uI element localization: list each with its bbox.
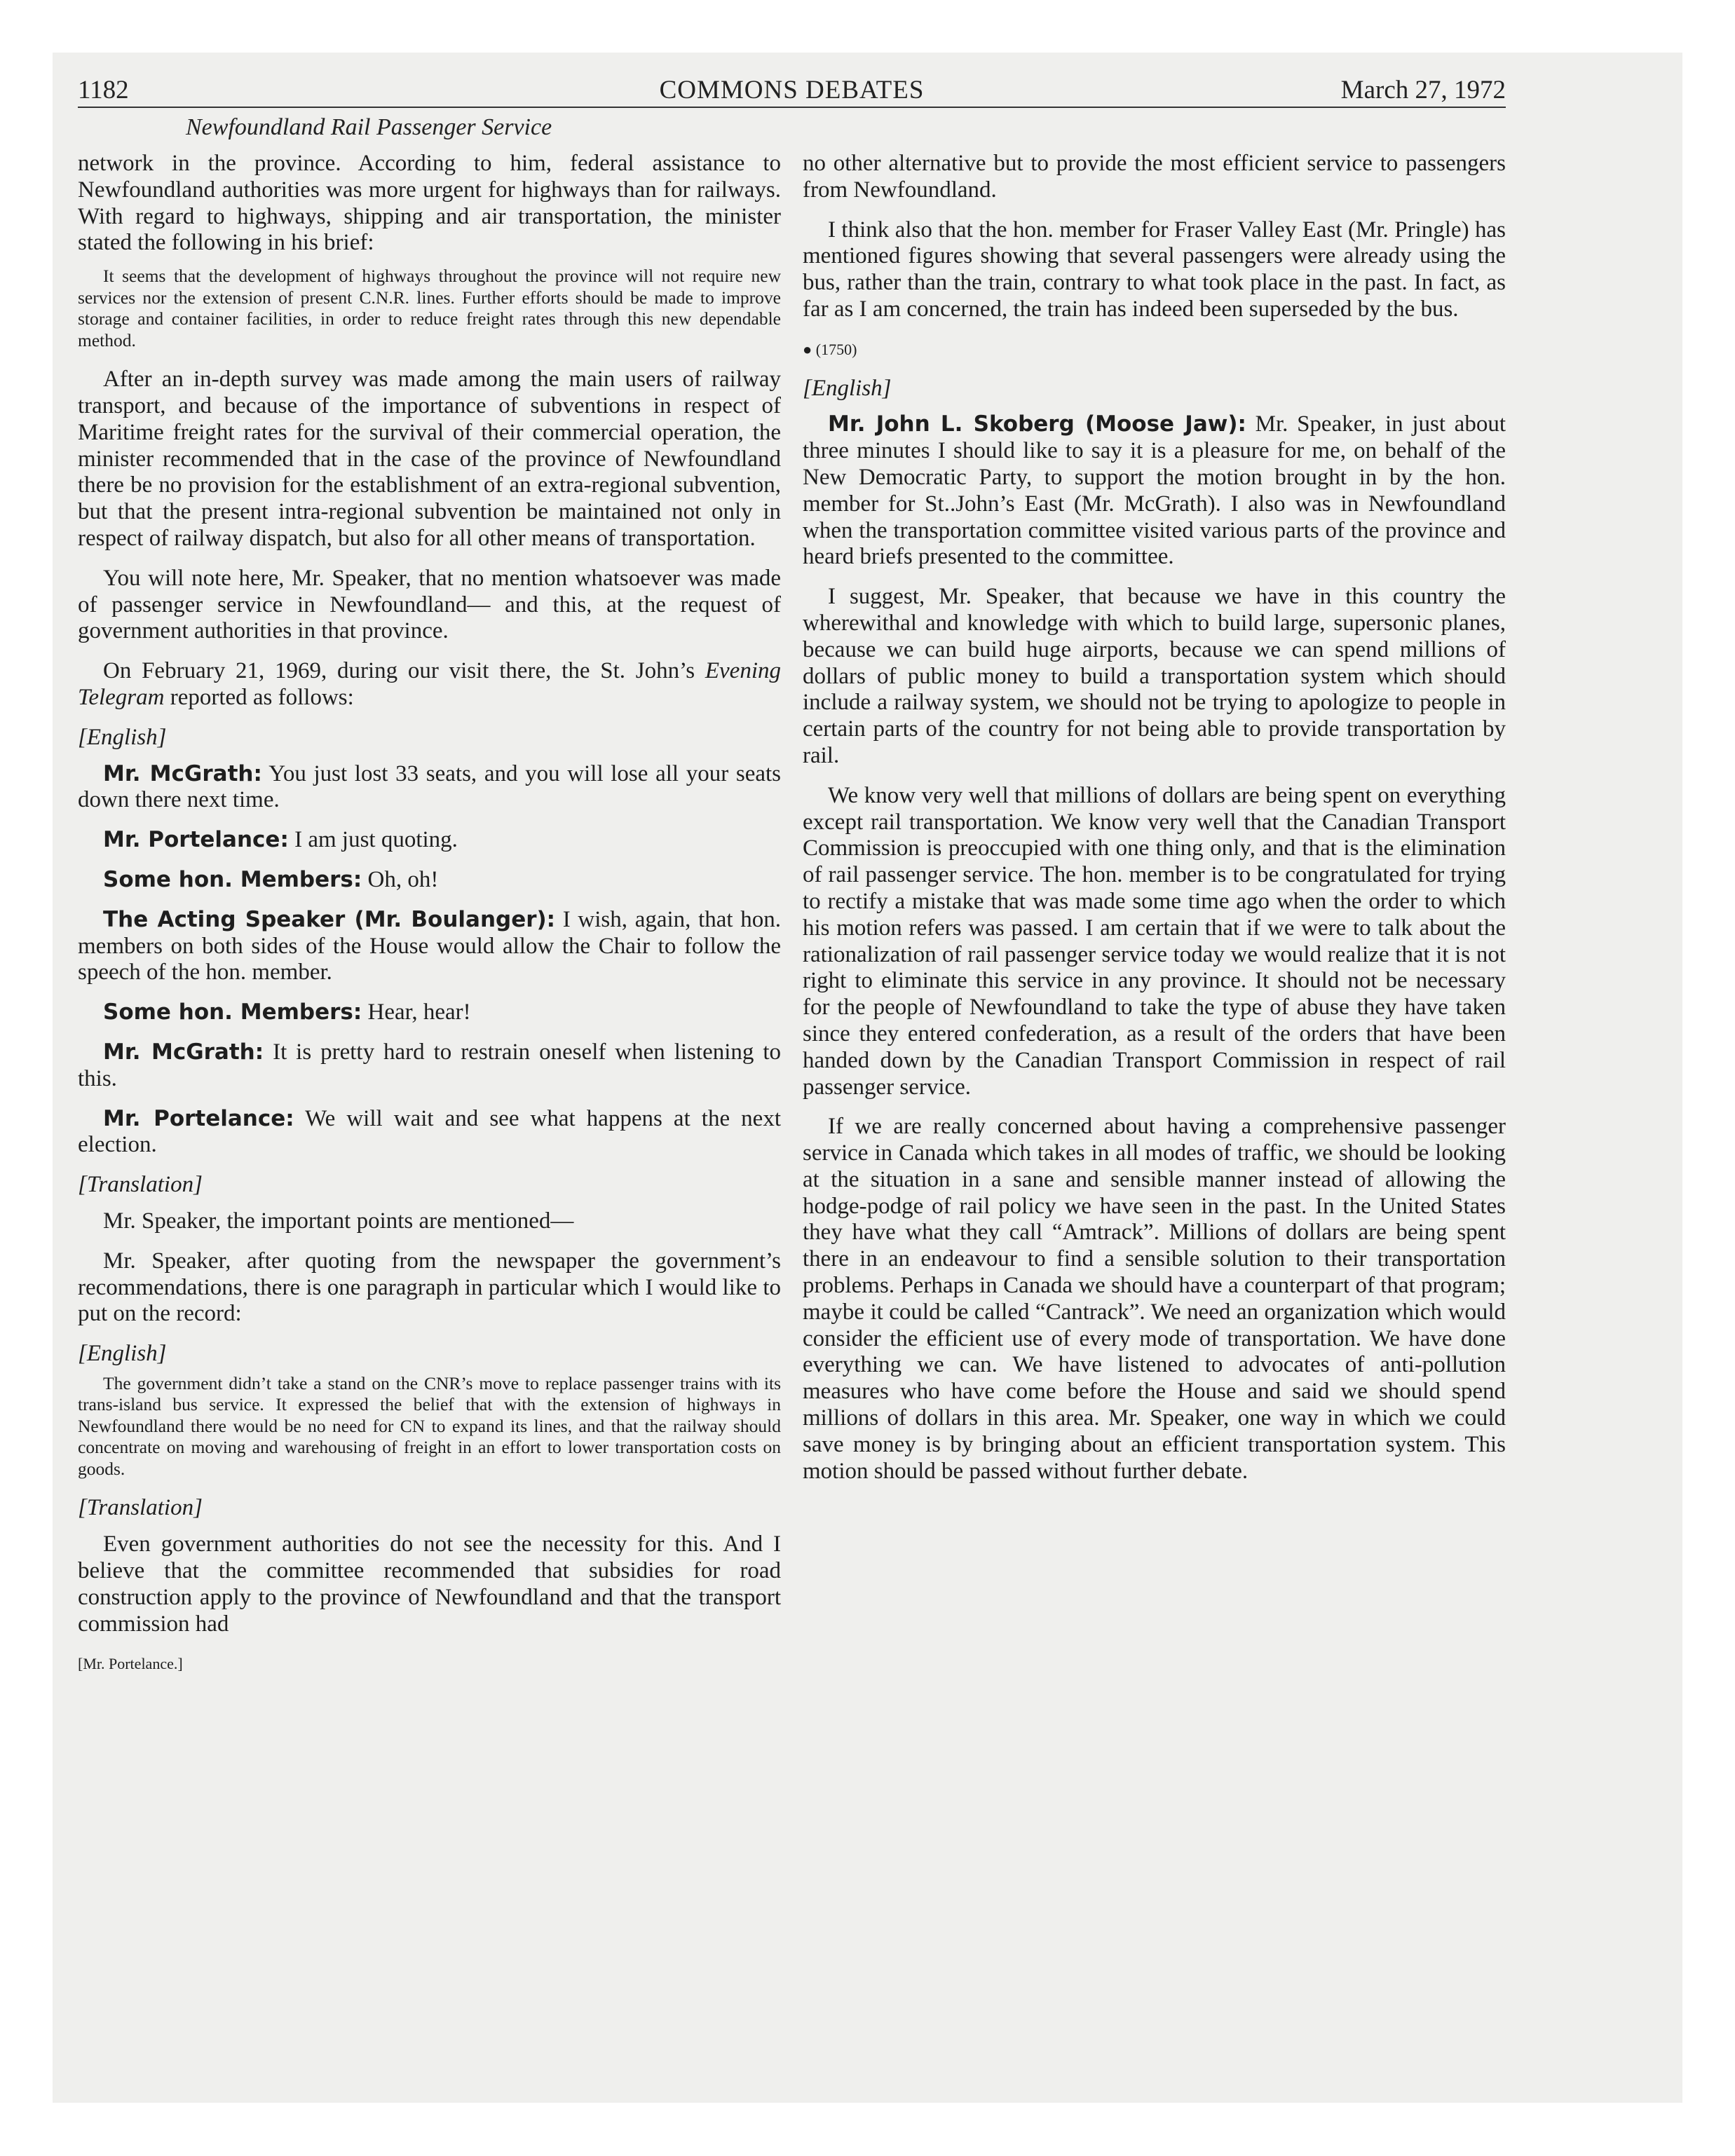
- paragraph: We know very well that millions of dollars are being spent on everything except rail transportation. We know very well that the Canadian Transport Commission is preoccupied with one thing only, and that is the elimination of rail passenger service. The hon. member is to be congratulated for trying to rectify a mistake that was made some time ago when the order to which his motion refers was passed. I am certain that if we were to talk about the rationalization of rail passenger service today we would realize that it is not right to eliminate this service in any province. It should not be necessary for the people of Newfoundland to take the type of abuse they have taken since they entered confederation, as a result of the orders that have been handed down by the Canadian Transport Commission in respect of rail passenger service.: [803, 782, 1506, 1100]
- paragraph: If we are really concerned about having a comprehensive passenger service in Canada which takes in all modes of traffic, we should be looking at the situation in a sane and sensible manner instead of allowing the hodge-podge of rail policy we have seen in the past. In the United States they have what they call “Amtrack”. Millions of dollars are being spent there in an endeavour to find a sensible solution to their transportation problems. Perhaps in Canada we should have a counterpart of that program; maybe it could be called “Cantrack”. We need an organization which would consider the efficient use of every mode of transportation. We have done everything we can. We have listened to advocates of anti-pollution measures who have come before the House and said we should spend millions of dollars in this area. Mr. Speaker, one way in which we could save money is by bringing about an efficient transportation system. This motion should be passed without further debate.: [803, 1114, 1506, 1484]
- speech: Some hon. Members: Hear, hear!: [103, 999, 471, 1025]
- right-column: [803, 151, 1506, 1498]
- paragraph: You will note here, Mr. Speaker, that no mention whatsoever was made of passenger service in Newfoundland— and this, at the request of government authorities in that province.: [78, 565, 781, 644]
- speaker-name: Mr. McGrath:: [103, 760, 262, 786]
- speech: Mr. McGrath: You just lost 33 seats, and you will lose all your seats down there next time.: [78, 760, 781, 813]
- block-quote: It seems that the development of highways throughout the province will not require new services nor the extension of present C.N.R. lines. Further efforts should be made to improve storage and container facilities, in order to reduce freight rates through this new dependable method.: [78, 266, 781, 350]
- newspaper-name: Evening Telegram: [78, 658, 781, 710]
- paragraph: no other alternative but to provide the most efficient service to passengers from Newfoundland.: [803, 151, 1506, 203]
- speech: Mr. Portelance: We will wait and see what happens at the next election.: [78, 1105, 781, 1158]
- paragraph: Mr. Speaker, the important points are mentioned—: [103, 1208, 574, 1234]
- language-marker: [English]: [78, 1341, 167, 1367]
- speech: Mr. John L. Skoberg (Moose Jaw): Mr. Speaker, in just about three minutes I should like to say it is a pleasure for me, on behalf of the New Democratic Party, to support the motion brought in by the hon. member for St..John’s East (Mr. McGrath). I also was in Newfoundland when the transportation committee visited various parts of the province and heard briefs presented to the committee.: [803, 411, 1506, 570]
- paragraph: I suggest, Mr. Speaker, that because we have in this country the wherewithal and knowledge with which to build large, supersonic planes, because we can build huge airports, because we can spend millions of dollars of public money to build a transportation system which should include a railway system, we should not be trying to apologize to people in certain parts of the country for not being able to provide transportation by rail.: [803, 584, 1506, 768]
- speaker-name: Mr. John L. Skoberg (Moose Jaw):: [828, 411, 1246, 437]
- time-stamp: (1750): [815, 340, 857, 358]
- speaker-name: The Acting Speaker (Mr. Boulanger):: [103, 906, 556, 932]
- speaker-name: Mr. Portelance:: [103, 827, 289, 853]
- language-marker: [Translation]: [78, 1495, 203, 1521]
- language-marker: [English]: [78, 724, 167, 750]
- paragraph: After an in-depth survey was made among the main users of railway transport, and because of the importance of subventions in respect of Maritime freight rates for the survival of their commercial operation, the minister recommended that in the case of the province of Newfoundland there be no provision for the establishment of an extra-regional subvention, but that the present intra-regional subvention be maintained not only in respect of railway dispatch, but also for all other means of transportation.: [78, 367, 781, 551]
- page-number: 1182: [78, 76, 129, 104]
- speech: The Acting Speaker (Mr. Boulanger): I wish, again, that hon. members on both sides of the House would allow the Chair to follow the speech of the hon. member.: [78, 906, 781, 985]
- language-marker: [English]: [803, 375, 892, 401]
- time-marker: [803, 336, 1506, 363]
- block-quote: The government didn’t take a stand on the CNR’s move to replace passenger trains with its trans-island bus service. It expressed the belief that with the extension of highways in Newfoundland there would be no need for CN to expand its lines, and that the railway should concentrate on moving and warehousing of freight in an effort to lower transportation costs on goods.: [78, 1372, 781, 1479]
- bullet-icon: ●: [803, 340, 812, 358]
- paragraph: On February 21, 1969, during our visit there, the St. John’s Evening Telegram reported as follows:: [78, 658, 781, 710]
- speech: Some hon. Members: Oh, oh!: [103, 866, 439, 892]
- paragraph: network in the province. According to him, federal assistance to Newfoundland authorities was more urgent for highways than for railways. With regard to highways, shipping and air transportation, the minister stated the following in his brief:: [78, 151, 781, 256]
- speech: Mr. McGrath: It is pretty hard to restrain oneself when listening to this.: [78, 1039, 781, 1091]
- speaker-name: Mr. McGrath:: [103, 1039, 264, 1065]
- paragraph: Even government authorities do not see the necessity for this. And I believe that the committee recommended that subsidies for road construction apply to the province of Newfoundland and that the transport commission had: [78, 1531, 781, 1637]
- section-subtitle: Newfoundland Rail Passenger Service: [186, 114, 552, 140]
- publication-date: March 27, 1972: [1340, 76, 1506, 104]
- publication-title: COMMONS DEBATES: [659, 76, 925, 104]
- language-marker: [Translation]: [78, 1172, 203, 1198]
- speaker-name: Some hon. Members:: [103, 999, 362, 1025]
- paragraph: Mr. Speaker, after quoting from the newspaper the government’s recommendations, there is one paragraph in particular which I would like to put on the record:: [78, 1248, 781, 1327]
- speaker-footnote: [Mr. Portelance.]: [78, 1655, 183, 1673]
- page-header: [78, 70, 1506, 108]
- speaker-name: Some hon. Members:: [103, 866, 362, 892]
- paragraph: I think also that the hon. member for Fraser Valley East (Mr. Pringle) has mentioned figures showing that several passengers were already using the bus, rather than the train, contrary to what took place in the past. In fact, as far as I am concerned, the train has indeed been superseded by the bus.: [803, 217, 1506, 322]
- speech: Mr. Portelance: I am just quoting.: [103, 827, 458, 853]
- left-column: [78, 151, 781, 1691]
- speaker-name: Mr. Portelance:: [103, 1105, 294, 1131]
